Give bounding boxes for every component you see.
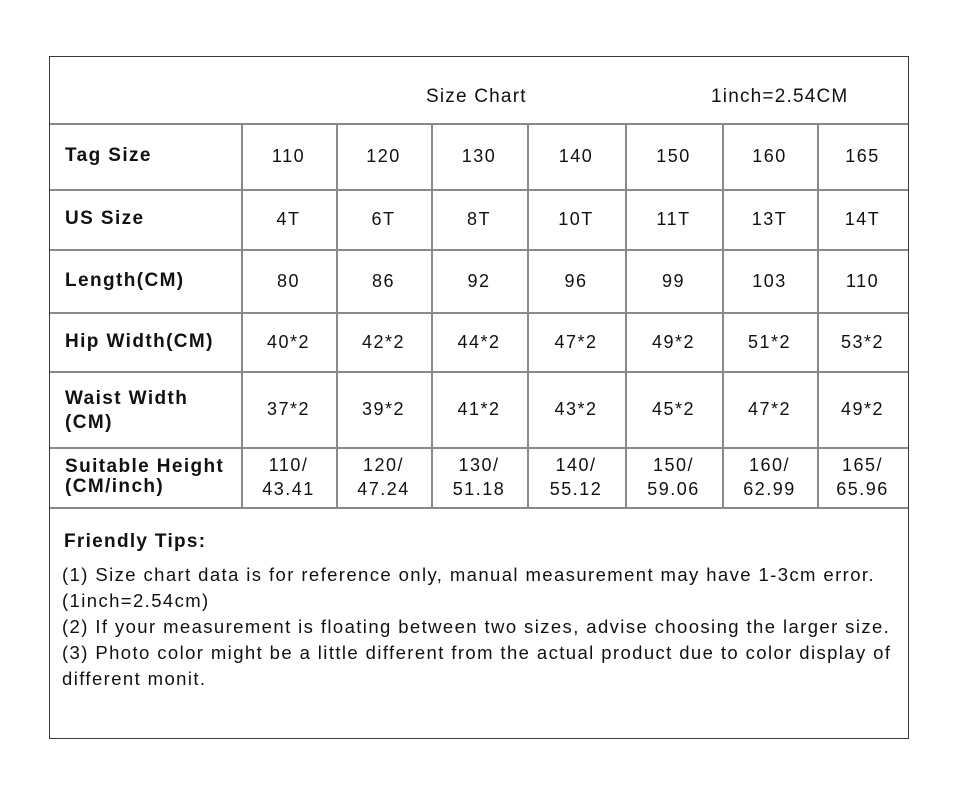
size-cell: 51*2 [747, 331, 792, 352]
size-cell: 130 [461, 146, 497, 166]
size-cell: 120/ 47.24 [357, 455, 410, 499]
size-cell: 120 [366, 146, 401, 166]
size-cell: 13T [751, 209, 788, 229]
table-row [50, 189, 908, 251]
size-cell: 103 [752, 270, 787, 291]
size-cell: 150 [656, 146, 691, 166]
size-cell: 110 [845, 270, 880, 291]
table-row [50, 123, 908, 191]
column-divider [817, 123, 819, 507]
size-cell: 80 [276, 270, 301, 291]
size-cell: 130/ 51.18 [452, 455, 506, 499]
size-cell: 49*2 [840, 399, 885, 419]
size-cell: 37*2 [266, 399, 311, 419]
size-table [50, 123, 908, 507]
column-divider [336, 123, 338, 507]
size-cell: 10T [558, 209, 594, 229]
size-cell: 44*2 [457, 331, 501, 352]
chart-title: Size Chart [426, 86, 527, 107]
tips-list [62, 562, 904, 692]
size-cell: 96 [564, 270, 588, 291]
size-cell: 140/ 55.12 [549, 455, 603, 499]
size-cell: 47*2 [747, 399, 792, 419]
row-label: Tag Size [65, 145, 152, 166]
size-cell: 53*2 [840, 331, 885, 352]
unit-conversion: 1inch=2.54CM [711, 86, 849, 107]
column-divider [527, 123, 529, 507]
size-cell: 42*2 [361, 331, 406, 352]
size-cell: 43*2 [554, 399, 598, 419]
row-label: Waist Width (CM) [65, 388, 189, 433]
tip-item: (1) Size chart data is for reference only, manual measurement may have 1-3cm error. (1inch=2.54cm) [62, 564, 875, 611]
table-row [50, 371, 908, 449]
size-cell: 39*2 [361, 399, 406, 419]
size-cell: 6T [371, 209, 396, 229]
table-row [50, 312, 908, 373]
size-cell: 47*2 [554, 331, 598, 352]
tips-heading: Friendly Tips: [64, 531, 207, 552]
column-divider [722, 123, 724, 507]
size-cell: 99 [661, 270, 686, 291]
tip-item: (2) If your measurement is floating between two sizes, advise choosing the larger size. [62, 616, 891, 637]
size-cell: 40*2 [266, 331, 311, 352]
size-cell: 8T [466, 209, 491, 229]
size-cell: 160 [752, 146, 787, 166]
size-chart-frame [49, 56, 909, 739]
size-cell: 86 [371, 270, 396, 291]
column-divider [241, 123, 243, 507]
row-label: Length(CM) [65, 269, 185, 291]
size-cell: 110/ 43.41 [262, 455, 315, 499]
column-divider [625, 123, 627, 507]
size-cell: 49*2 [651, 331, 696, 352]
size-cell: 4T [276, 209, 301, 229]
size-cell: 150/ 59.06 [647, 455, 700, 499]
size-cell: 140 [558, 146, 594, 166]
size-cell: 41*2 [457, 399, 501, 419]
size-cell: 110 [271, 146, 306, 166]
table-row [50, 447, 908, 509]
size-cell: 14T [844, 209, 881, 229]
row-label: US Size [65, 208, 145, 229]
column-divider [431, 123, 433, 507]
row-label: Hip Width(CM) [65, 330, 214, 352]
tip-item: (3) Photo color might be a little different from the actual product due to color display of different monit. [62, 642, 892, 689]
size-cell: 160/ 62.99 [743, 455, 796, 499]
table-row [50, 249, 908, 314]
size-cell: 165/ 65.96 [836, 455, 889, 499]
size-cell: 45*2 [651, 399, 696, 419]
size-cell: 92 [467, 270, 491, 291]
size-cell: 165 [845, 146, 880, 166]
title-row [50, 57, 908, 125]
size-cell: 11T [656, 209, 691, 229]
row-label: Suitable Height (CM/inch) [65, 456, 225, 497]
